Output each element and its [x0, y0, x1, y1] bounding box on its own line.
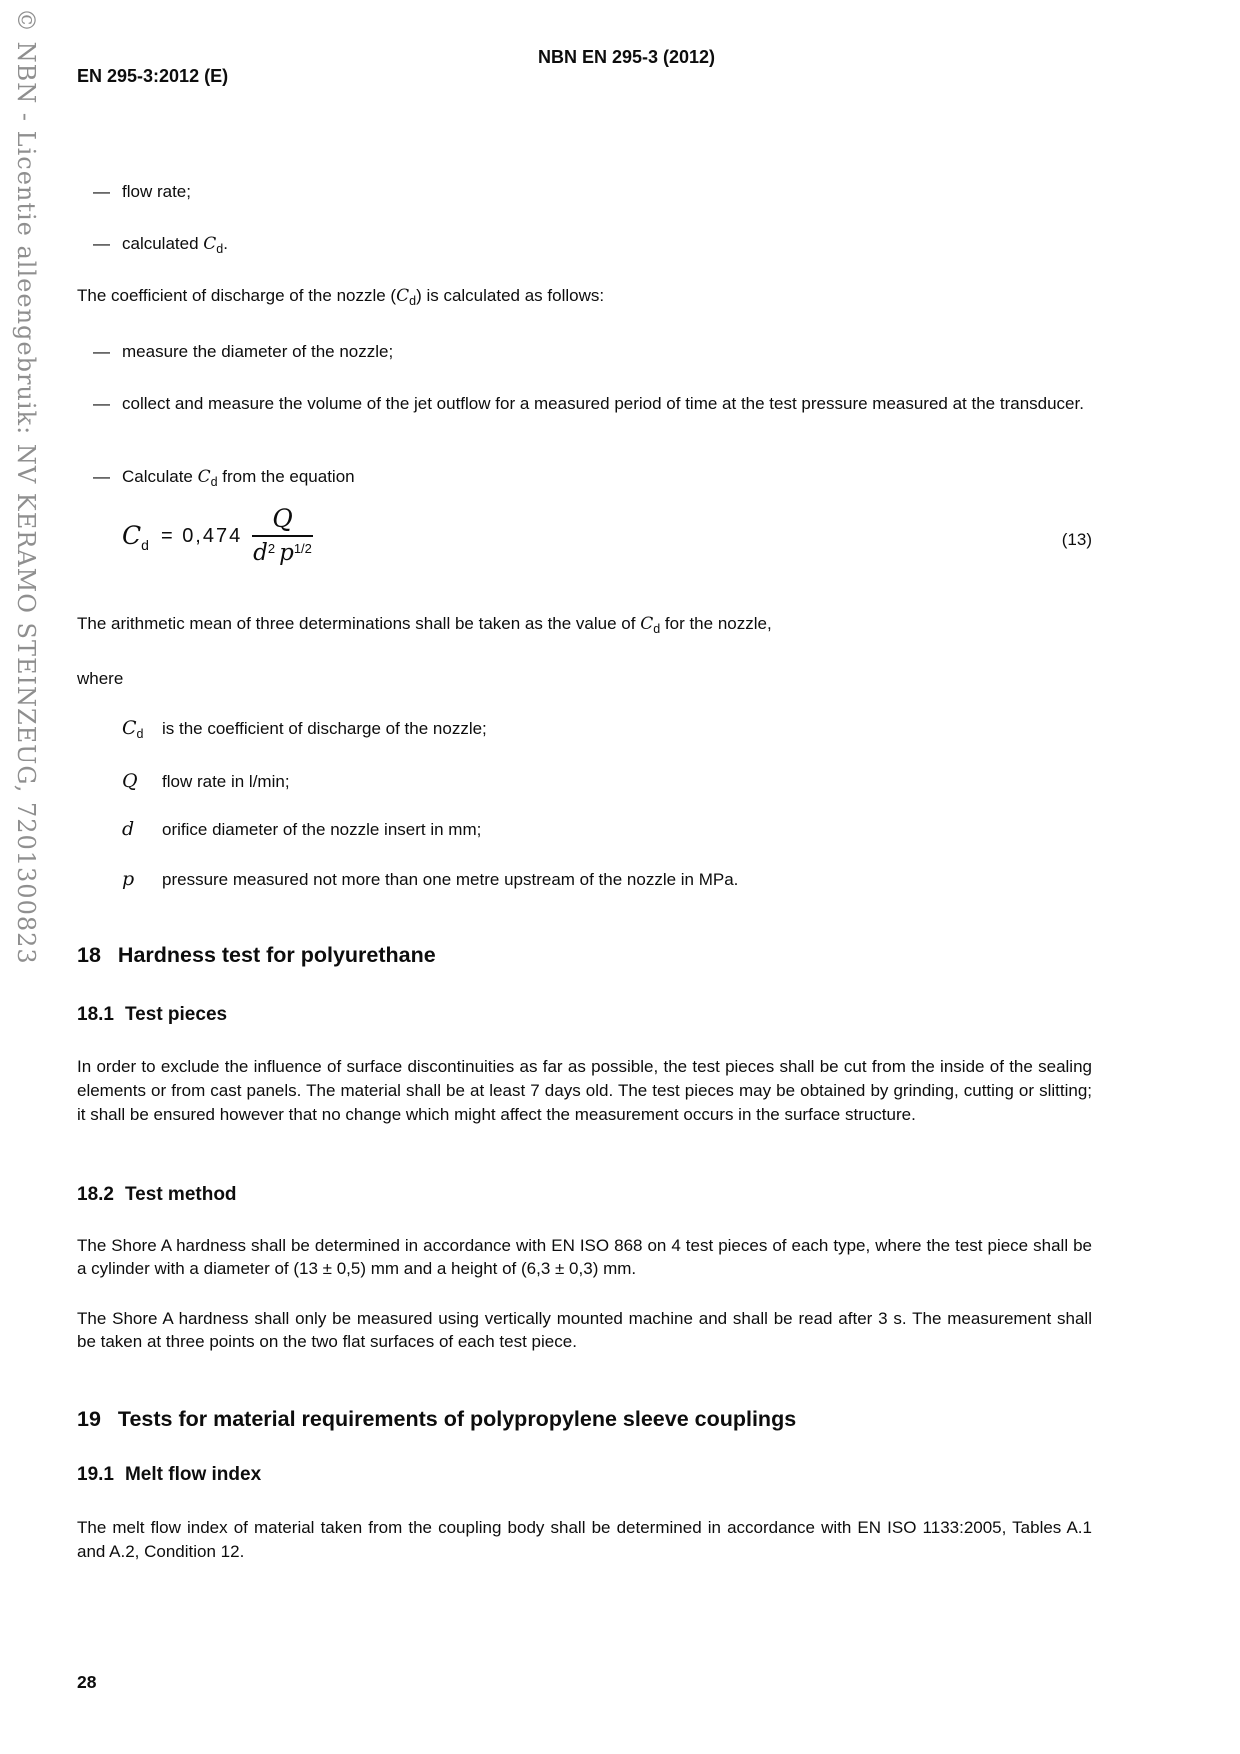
definition-symbol: $C_d$: [122, 717, 144, 741]
section-title: Melt flow index: [124, 1464, 262, 1485]
section-number: 19: [77, 1407, 101, 1431]
dash-marker: —: [93, 182, 110, 201]
bullet-text: collect and measure the volume of the jet outflow for a measured period of time at the test pressure measured at the transducer.: [122, 394, 1084, 413]
dash-marker: —: [93, 394, 110, 413]
definition-description: pressure measured not more than one metre upstream of the nozzle in MPa.: [162, 870, 739, 889]
cd-symbol: C: [203, 234, 217, 254]
cd-symbol: C: [122, 521, 142, 550]
definition-p: [122, 868, 1092, 891]
section-title: Hardness test for polyurethane: [117, 943, 436, 967]
definition-description: flow rate in l/min;: [162, 772, 290, 791]
section-18-1-heading: [77, 1004, 227, 1026]
header-document-id: EN 295-3:2012 (E): [77, 66, 229, 86]
bullet-calculated-cd: [93, 232, 1092, 256]
where-label: where: [77, 669, 124, 688]
section-18-heading: [77, 943, 436, 968]
bullet-flow-rate: [93, 180, 1092, 203]
definition-description: orifice diameter of the nozzle insert in mm;: [162, 820, 482, 839]
definition-cd: [122, 717, 1092, 740]
section-title: Tests for material requirements of polypropylene sleeve couplings: [117, 1407, 797, 1431]
section-19-1-paragraph: The melt flow index of material taken from the coupling body shall be determined in accordance with EN ISO 1133:2005, Tables A.1 and A.2, Condition 12.: [77, 1518, 1092, 1561]
arithmetic-mean-paragraph: The arithmetic mean of three determinations shall be taken as the value of $C_d$ for the nozzle,: [77, 614, 772, 636]
fraction-denominator: $d^2$ $p^{1/2}$: [253, 540, 312, 566]
bullet-text: Calculate $C_d$ from the equation: [122, 467, 355, 489]
section-19-1-heading: [77, 1464, 261, 1486]
section-18-2-paragraph-1: The Shore A hardness shall be determined in accordance with EN ISO 868 on 4 test pieces of each type, where the test piece shall be a cylinder with a diameter of (13 ± 0,5) mm and a height of (6,3 ± 0,3) mm.: [77, 1236, 1092, 1278]
section-18-2-heading: [77, 1184, 237, 1206]
bullet-text: measure the diameter of the nozzle;: [122, 342, 394, 361]
definition-q: [122, 770, 1092, 793]
definition-symbol: p: [122, 868, 135, 890]
cd-symbol: C: [396, 286, 410, 306]
coefficient-paragraph: The coefficient of discharge of the nozzle $(C_d)$ is calculated as follows:: [77, 286, 605, 308]
bullet-text: calculated $C_d$.: [122, 234, 228, 256]
header-standard-ref: NBN EN 295-3 (2012): [537, 47, 716, 67]
bullet-text: flow rate;: [122, 182, 191, 201]
section-number: 19.1: [77, 1464, 114, 1485]
section-18-2-paragraph-2: The Shore A hardness shall only be measured using vertically mounted machine and shall be read after 3 s. The measurement shall be taken at three points on the two flat surfaces of each test piece.: [77, 1309, 1092, 1351]
page-number: 28: [77, 1672, 97, 1692]
section-number: 18.2: [77, 1184, 114, 1205]
bullet-measure-diameter: [93, 340, 1092, 363]
section-number: 18: [77, 943, 101, 967]
section-title: Test method: [124, 1184, 237, 1205]
definition-description: is the coefficient of discharge of the nozzle;: [162, 719, 487, 738]
section-18-1-paragraph: In order to exclude the influence of surface discontinuities as far as possible, the test pieces shall be cut from the inside of the sealing elements or from cast panels. The material shall be at least 7 days old. The test pieces may be obtained by grinding, cutting or slitting; it shall be ensured however that no change which might affect the measurement occurs in the surface structure.: [77, 1057, 1092, 1124]
definition-d: [122, 818, 1092, 841]
definition-symbol: Q: [122, 770, 138, 792]
bullet-collect-measure: [93, 392, 1092, 415]
definition-symbol: d: [122, 818, 135, 840]
dash-marker: —: [93, 342, 110, 361]
equation-equals-coefficient: = 0,474: [160, 524, 243, 547]
section-number: 18.1: [77, 1004, 114, 1025]
equation-number: (13): [1061, 530, 1092, 549]
dash-marker: —: [93, 234, 110, 253]
section-title: Test pieces: [124, 1004, 228, 1025]
dash-marker: —: [93, 467, 110, 486]
equation-lhs: $C_d$: [122, 521, 149, 553]
section-19-heading: [77, 1407, 796, 1432]
cd-symbol: C: [640, 614, 654, 634]
copyright-watermark: © NBN - Licentie alleengebruik: NV KERAMO STEINZEUG, 7201300823: [12, 8, 40, 965]
bullet-calculate-cd: [93, 465, 1092, 489]
cd-symbol: C: [197, 467, 211, 487]
fraction-numerator: Q: [252, 506, 313, 537]
